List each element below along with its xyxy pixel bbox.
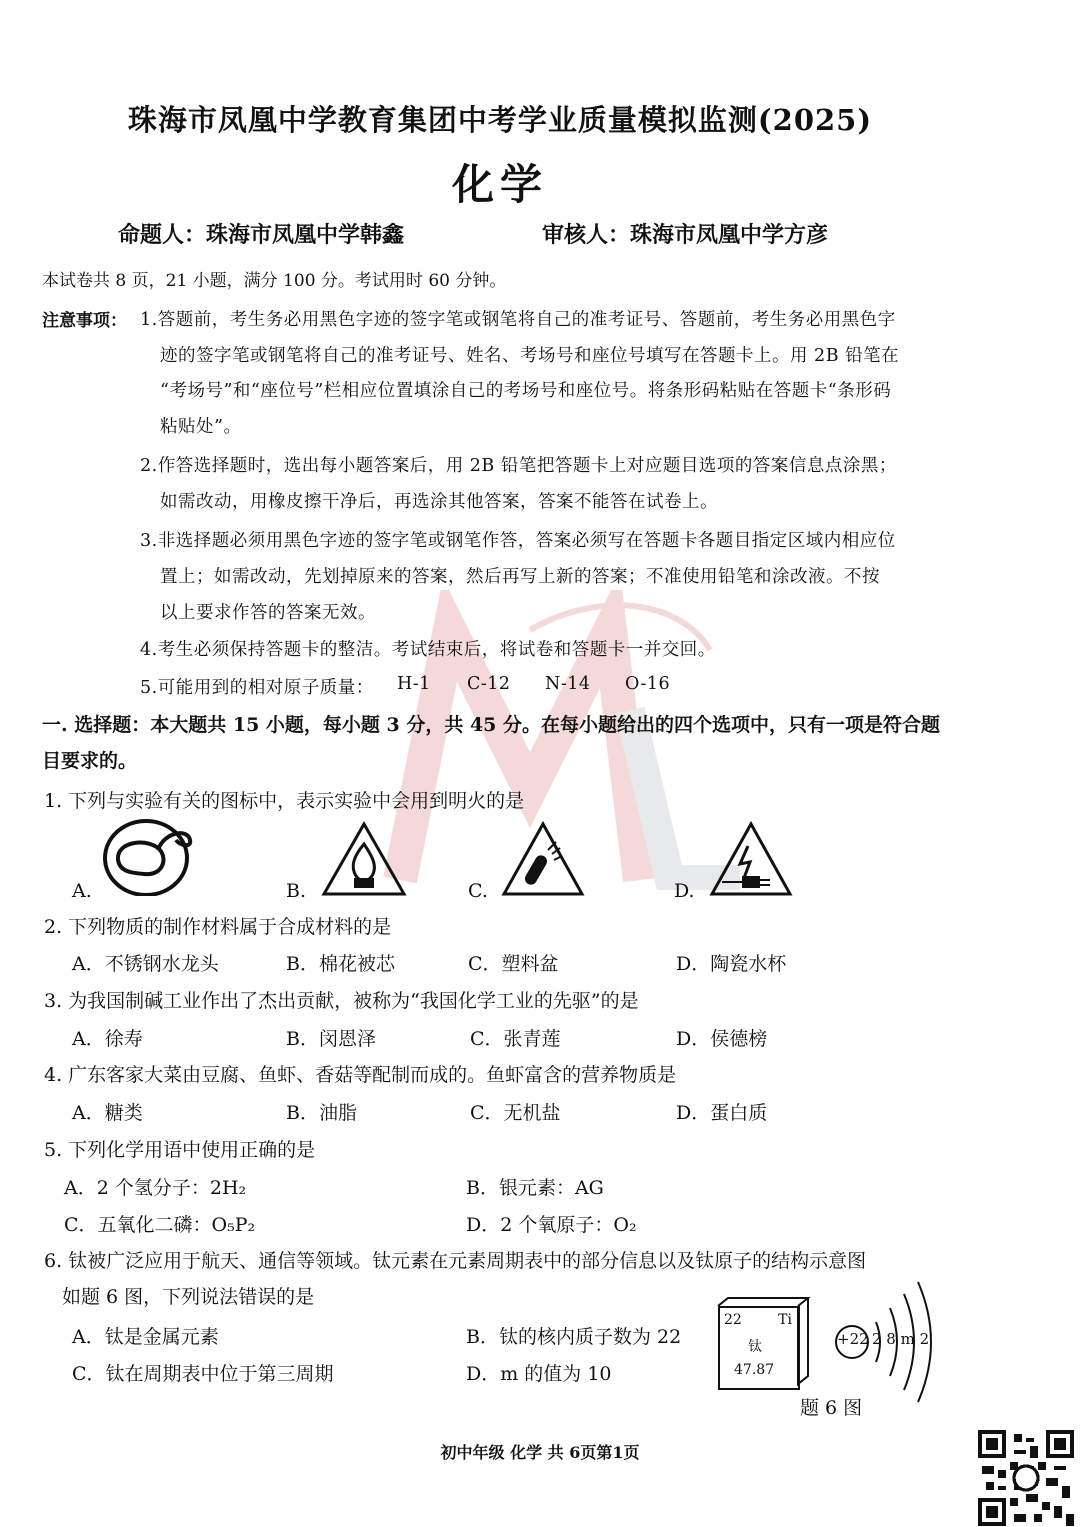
- question-3-option-a: A．徐寿: [72, 1028, 143, 1050]
- question-6-stem-cont: 如题 6 图，下列说法错误的是: [62, 1286, 315, 1308]
- atomic-mass-o: O-16: [625, 674, 671, 694]
- atomic-number: 22: [724, 1312, 742, 1328]
- exam-intro: 本试卷共 8 页，21 小题，满分 100 分。考试用时 60 分钟。: [42, 271, 507, 291]
- note-3-line-3: 以上要求作答的答案无效。: [160, 603, 376, 623]
- question-2-option-c: C．塑料盆: [468, 953, 559, 975]
- question-2-stem: 2. 下列物质的制作材料属于合成材料的是: [44, 916, 392, 938]
- question-5-option-c: C．五氧化二磷：O₅P₂: [64, 1214, 256, 1236]
- question-5-option-b: B．银元素：AG: [466, 1177, 604, 1199]
- qr-code: [978, 1430, 1074, 1526]
- open-flame-icon: [320, 820, 408, 898]
- electrical-hazard-icon: [708, 820, 794, 898]
- element-symbol: Ti: [778, 1312, 792, 1328]
- atomic-mass-h: H-1: [397, 674, 431, 694]
- page-footer: 初中年级 化学 共 6页第1页: [440, 1443, 640, 1462]
- electron-shells: 2 8 m 2: [872, 1330, 930, 1348]
- element-name: 钛: [748, 1339, 762, 1355]
- question-1-option-d: D.: [674, 880, 695, 902]
- question-3-option-c: C．张青莲: [470, 1028, 561, 1050]
- hot-test-tube-icon: [500, 820, 586, 898]
- question-6-option-a: A．钛是金属元素: [72, 1326, 219, 1348]
- question-6-option-c: C．钛在周期表中位于第三周期: [72, 1363, 334, 1385]
- atomic-mass-n: N-14: [545, 674, 591, 694]
- note-1-line-1: 1.答题前，考生务必用黑色字迹的签字笔或钢笔将自己的准考证号、答题前，考生务必用黑色字: [140, 310, 896, 330]
- question-4-option-c: C．无机盐: [470, 1102, 561, 1124]
- notes-label: 注意事项：: [42, 311, 127, 331]
- question-2-option-d: D．陶瓷水杯: [676, 953, 787, 975]
- section-1-heading-cont: 目要求的。: [42, 750, 138, 772]
- note-2-line-2: 如需改动，用橡皮擦干净后，再选涂其他答案，答案不能答在试卷上。: [160, 492, 718, 512]
- question-6-option-d: D．m 的值为 10: [466, 1363, 612, 1385]
- question-3-option-b: B．闵恩泽: [286, 1028, 376, 1050]
- question-2-option-b: B．棉花被芯: [286, 953, 395, 975]
- section-1-heading: 一. 选择题：本大题共 15 小题，每小题 3 分，共 45 分。在每小题给出的四个选项中，只有一项是符合题: [42, 714, 941, 736]
- question-1-option-c: C.: [468, 880, 488, 902]
- question-2-option-a: A．不锈钢水龙头: [72, 953, 219, 975]
- question-5-option-a: A．2 个氢分子：2H₂: [64, 1177, 247, 1199]
- question-4-option-a: A．糖类: [72, 1102, 143, 1124]
- question-6-option-b: B．钛的核内质子数为 22: [466, 1326, 682, 1348]
- goggles-icon: [102, 816, 198, 896]
- question-5-stem: 5. 下列化学用语中使用正确的是: [44, 1139, 316, 1161]
- note-5-label: 5.可能用到的相对原子质量：: [140, 678, 374, 698]
- exam-title: 珠海市凤凰中学教育集团中考学业质量模拟监测(2025): [127, 103, 873, 137]
- subject-title: 化学: [451, 160, 548, 209]
- question-5-option-d: D．2 个氧原子：O₂: [466, 1214, 637, 1236]
- note-1-line-2: 迹的签字笔或钢笔将自己的准考证号、姓名、考场号和座位号填写在答题卡上。用 2B 铅笔在: [160, 346, 900, 366]
- titanium-periodic-cell: [718, 1306, 800, 1390]
- question-4-stem: 4. 广东客家大菜由豆腐、鱼虾、香菇等配制而成的。鱼虾富含的营养物质是: [44, 1064, 677, 1086]
- atomic-mass: 47.87: [734, 1362, 775, 1378]
- question-3-stem: 3. 为我国制碱工业作出了杰出贡献，被称为“我国化学工业的先驱”的是: [44, 990, 639, 1012]
- note-1-line-3: “考场号”和“座位号”栏相应位置填涂自己的考场号和座位号。将条形码粘贴在答题卡“条形码: [160, 381, 892, 401]
- note-4: 4.考生必须保持答题卡的整洁。考试结束后，将试卷和答题卡一并交回。: [140, 640, 716, 660]
- question-1-option-a: A.: [72, 880, 92, 902]
- question-4-option-d: D．蛋白质: [676, 1102, 768, 1124]
- note-3-line-2: 置上；如需改动，先划掉原来的答案，然后再写上新的答案；不准使用铅笔和涂改液。不按: [160, 567, 880, 587]
- note-2-line-1: 2.作答选择题时，选出每小题答案后，用 2B 铅笔把答题卡上对应题目选项的答案信息点涂黑；: [140, 456, 897, 476]
- question-4-option-b: B．油脂: [286, 1102, 357, 1124]
- note-3-line-1: 3.非选择题必须用黑色字迹的签字笔或钢笔作答，答案必须写在答题卡各题目指定区域内相应位: [140, 531, 896, 551]
- question-3-option-d: D．侯德榜: [676, 1028, 768, 1050]
- nucleus-charge: +22: [837, 1330, 869, 1348]
- question-1-option-b: B.: [286, 880, 307, 902]
- figure-6-label: 题 6 图: [800, 1397, 863, 1419]
- reviewer-line: 审核人：珠海市凤凰中学方彦: [542, 222, 829, 248]
- question-1-stem: 1. 下列与实验有关的图标中，表示实验中会用到明火的是: [44, 790, 525, 812]
- atomic-mass-c: C-12: [467, 674, 511, 694]
- note-1-line-4: 粘贴处”。: [160, 417, 242, 437]
- question-6-stem: 6. 钛被广泛应用于航天、通信等领域。钛元素在元素周期表中的部分信息以及钛原子的结构示意图: [44, 1250, 867, 1272]
- author-line: 命题人：珠海市凤凰中学韩鑫: [118, 222, 405, 248]
